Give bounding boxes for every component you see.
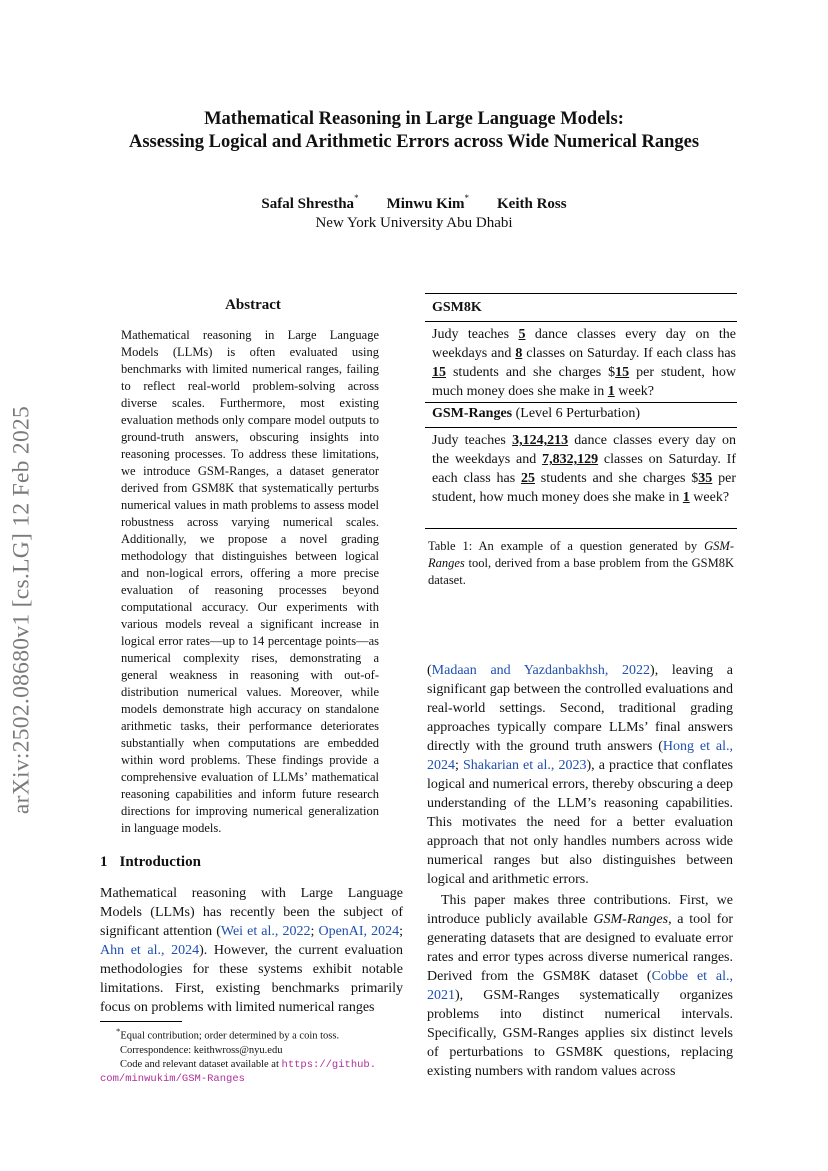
gsm8k-question: Judy teaches 5 dance classes every day on the weekdays and 8 classes on Saturday. If each class has 15 students and she charges $15 per student, how much money does she make in 1 week? xyxy=(432,327,736,399)
gsm-ranges-heading: GSM-Ranges (Level 6 Perturbation) xyxy=(432,406,641,421)
introduction-paragraph: Mathematical reasoning with Large Language Models (LLMs) has recently been the subject of significant attention (Wei et al., 2022; OpenAI, 2024; Ahn et al., 2024). However, the current evaluation methodologies for these systems exhibit notable limitations. First, existing benchmarks primarily focus on problems with limited numerical ranges xyxy=(100,886,404,1015)
gsm-ranges-question: Judy teaches 3,124,213 dance classes every day on the weekdays and 7,832,129 classes on Saturday. If each class has 25 students and she charges $35 per student, how much money does she make in 1 week? xyxy=(432,433,736,505)
section-title: Introduction xyxy=(119,854,201,870)
abstract-text: Mathematical reasoning in Large Language Models (LLMs) is often evaluated using benchmarks with limited numerical ranges, failing to reflect real-world problem-solving across diverse scales. Furthermore, most existing evaluation methods only compare model outputs to ground-truth answers, obscuring insights into reasoning processes. To address these limitations, we introduce GSM-Ranges, a dataset generator derived from GSM8K that systematically perturbs numerical values in math problems to assess model robustness across varying numerical scales. Additionally, we propose a novel grading methodology that distinguishes between logical and non-logical errors, offering a more precise evaluation of reasoning processes beyond computational accuracy. Our experiments with various models reveal a significant increase in logical error rates—up to 14 percentage points—as numerical complexity rises, demonstrating a general weakness in reasoning with out-of-distribution numerical values. Moreover, while models demonstrate high accuracy on standalone arithmetic tasks, their performance deteriorates substantially when computations are embedded within word problems. These findings provide a comprehensive evaluation of LLMs’ mathematical reasoning capabilities and inform future research directions for improving numerical generalization in language models. xyxy=(121,328,379,835)
table-rule xyxy=(425,402,737,403)
citation-link[interactable]: Ahn et al., 2024 xyxy=(100,943,200,958)
author-2: Minwu Kim* xyxy=(386,193,469,212)
citation-link[interactable]: OpenAI, 2024 xyxy=(318,924,400,939)
section-number: 1 xyxy=(100,854,108,870)
title-line-2: Assessing Logical and Arithmetic Errors across Wide Numerical Ranges xyxy=(128,132,700,152)
section-heading-introduction xyxy=(100,854,201,871)
title-line-1: Mathematical Reasoning in Large Language Models: xyxy=(204,109,624,129)
citation-link[interactable]: Madaan and Yazdanbakhsh, 2022 xyxy=(431,663,651,678)
footnote-rule xyxy=(100,1021,182,1022)
table-top-rule xyxy=(425,293,737,294)
table-rule xyxy=(425,427,737,428)
citation-link[interactable]: Cobbe et al., 2021 xyxy=(427,969,733,1003)
footnote-equal-contribution: *Equal contribution; order determined by a coin toss. xyxy=(116,1026,340,1042)
column2-paragraph-2: This paper makes three contributions. First, we introduce publicly available GSM-Ranges, a tool for generating datasets that are designed to evaluate error rates and error types across diverse numerical ranges. Derived from the GSM8K dataset (Cobbe et al., 2021), GSM-Ranges systematically organizes problems into distinct numerical intervals. Specifically, GSM-Ranges applies six distinct levels of perturbations to GSM8K questions, replacing existing numbers with random values across xyxy=(427,893,733,1079)
author-names xyxy=(0,189,828,214)
table-bottom-rule xyxy=(425,528,737,529)
paper-title xyxy=(0,108,828,154)
table-rule xyxy=(425,321,737,322)
arxiv-identifier: arXiv:2502.08680v1 [cs.LG] 12 Feb 2025 xyxy=(8,405,35,815)
citation-link[interactable]: Shakarian et al., 2023 xyxy=(462,758,587,773)
table-caption: Table 1: An example of a question generated by GSM-Ranges tool, derived from a base problem from the GSM8K dataset. xyxy=(428,539,734,587)
github-url[interactable]: https://github. xyxy=(281,1058,377,1071)
gsm8k-heading: GSM8K xyxy=(432,300,482,315)
abstract-heading: Abstract xyxy=(225,297,281,313)
column2-paragraph-1: (Madaan and Yazdanbakhsh, 2022), leaving a significant gap between the controlled evaluations and real-world settings. Second, traditional grading approaches typically compare LLMs’ final answers directly with the ground truth answers (Hong et al., 2024; Shakarian et al., 2023), a practice that conflates logical and numerical errors, thereby obscuring a deep understanding of the LLM’s reasoning capabilities. This motivates the need for a better evaluation approach that not only handles numbers across wide numerical ranges but also distinguishes between logical and arithmetic errors. xyxy=(427,663,734,887)
affiliation: New York University Abu Dhabi xyxy=(315,215,513,231)
author-3: Keith Ross xyxy=(497,196,567,212)
author-1: Safal Shrestha* xyxy=(261,193,359,212)
github-url-cont[interactable]: com/minwukim/GSM-Ranges xyxy=(100,1072,245,1085)
footnotes xyxy=(100,1024,410,1086)
footnote-code: Code and relevant dataset available at https://github. xyxy=(120,1058,377,1071)
footnote-code-cont xyxy=(100,1072,410,1086)
footnote-correspondence: Correspondence: keithwross@nyu.edu xyxy=(120,1044,283,1056)
author-block xyxy=(0,189,828,233)
citation-link[interactable]: Wei et al., 2022 xyxy=(220,924,311,939)
citation-link[interactable]: Hong et al., 2024 xyxy=(427,739,733,773)
